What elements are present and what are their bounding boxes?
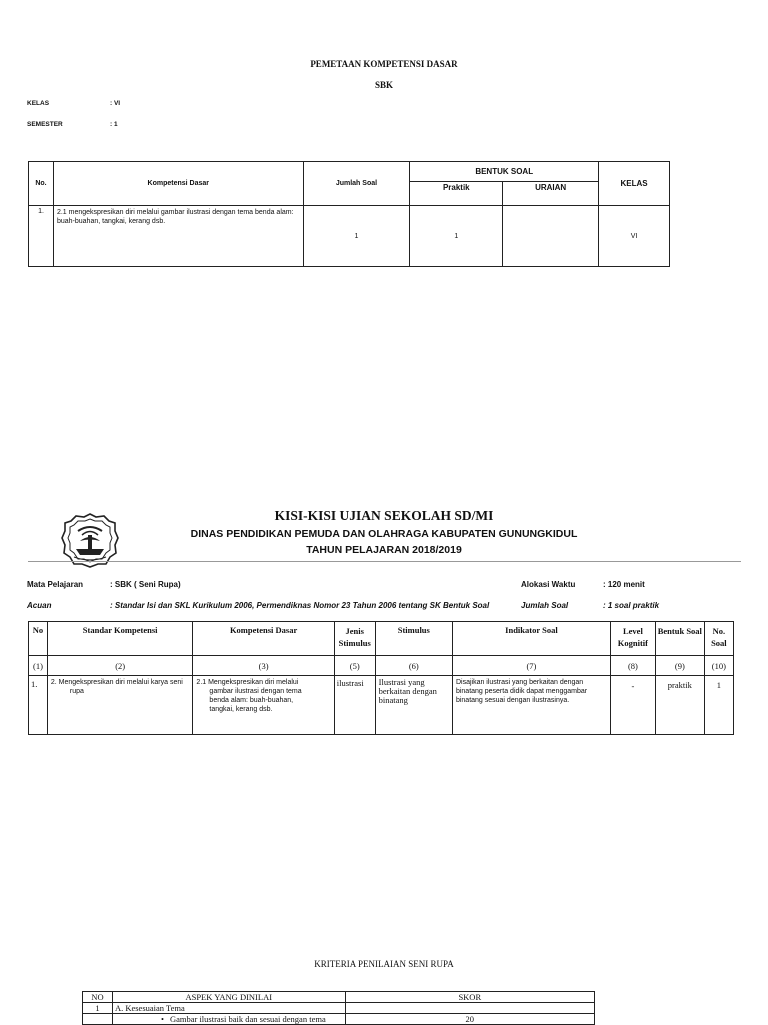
table-row bbox=[29, 206, 670, 267]
mapping-header-kd: Kompetensi Dasar bbox=[53, 162, 303, 206]
alokasi-value: : 120 menit bbox=[603, 580, 645, 589]
kisi-subtitle: DINAS PENDIDIKAN PEMUDA DAN OLAHRAGA KABUPATEN GUNUNGKIDUL bbox=[190, 528, 578, 540]
mapping-subject: SBK bbox=[374, 80, 393, 90]
kriteria-cell-skor bbox=[345, 1003, 594, 1014]
kelas-label: KELAS bbox=[27, 100, 50, 107]
kriteria-header-no: NO bbox=[83, 992, 113, 1003]
kisi-title: KISI-KISI UJIAN SEKOLAH SD/MI bbox=[274, 508, 494, 523]
kisi-table bbox=[28, 621, 734, 735]
kisi-header-stimulus: Stimulus bbox=[375, 622, 452, 656]
kisi-header-nosoal: No. Soal bbox=[704, 622, 733, 656]
mapping-header-jumlah: Jumlah Soal bbox=[303, 162, 410, 206]
kisi-code-6: (6) bbox=[375, 656, 452, 676]
mapping-header-no: No. bbox=[29, 162, 54, 206]
kriteria-title: KRITERIA PENILAIAN SENI RUPA bbox=[314, 959, 454, 969]
table-row bbox=[29, 676, 734, 735]
kisi-code-7: (7) bbox=[452, 656, 610, 676]
kisi-code-1: (1) bbox=[29, 656, 48, 676]
kisi-cell-jenis: ilustrasi bbox=[334, 676, 375, 735]
kisi-cell-level: - bbox=[610, 676, 655, 735]
kisi-cell-stimulus: Ilustrasi yang berkaitan dengan binatang bbox=[375, 676, 452, 735]
mapping-header-kelas: KELAS bbox=[599, 162, 670, 206]
header-divider bbox=[28, 561, 741, 562]
kisi-code-5: (5) bbox=[334, 656, 375, 676]
alokasi-label: Alokasi Waktu bbox=[521, 580, 576, 589]
bullet-icon: • bbox=[160, 1014, 164, 1024]
kisi-cell-bentuk: praktik bbox=[655, 676, 704, 735]
kriteria-cell-item bbox=[112, 1014, 345, 1025]
jumlah-label: Jumlah Soal bbox=[521, 601, 569, 610]
kisi-header-level: Level Kognitif bbox=[610, 622, 655, 656]
mapping-cell-uraian bbox=[503, 206, 599, 267]
semester-value: : 1 bbox=[110, 121, 118, 128]
kisi-code-8: (8) bbox=[610, 656, 655, 676]
kriteria-header-skor: SKOR bbox=[345, 992, 594, 1003]
kisi-header-jenis: Jenis Stimulus bbox=[334, 622, 375, 656]
kriteria-cell-no: 1 bbox=[83, 1003, 113, 1014]
kisi-header-bentuk: Bentuk Soal bbox=[655, 622, 704, 656]
mapping-title: PEMETAAN KOMPETENSI DASAR bbox=[310, 59, 458, 69]
kisi-cell-sk: 2. Mengekspresikan diri melalui karya seni rupa bbox=[47, 676, 193, 735]
kisi-cell-no: 1. bbox=[29, 676, 48, 735]
kisi-header-indikator: Indikator Soal bbox=[452, 622, 610, 656]
acuan-label: Acuan bbox=[27, 601, 52, 610]
mapping-header-praktik: Praktik bbox=[410, 182, 503, 206]
semester-label: SEMESTER bbox=[27, 121, 63, 128]
kisi-code-9: (9) bbox=[655, 656, 704, 676]
kisi-header-kd: Kompetensi Dasar bbox=[193, 622, 334, 656]
kriteria-table bbox=[82, 991, 595, 1025]
mapel-label: Mata Pelajaran bbox=[27, 580, 84, 589]
mapping-cell-jumlah: 1 bbox=[303, 206, 410, 267]
kriteria-header-aspek: ASPEK YANG DINILAI bbox=[112, 992, 345, 1003]
table-row bbox=[83, 1014, 595, 1025]
kisi-cell-nosoal: 1 bbox=[704, 676, 733, 735]
mapping-header-uraian: URAIAN bbox=[503, 182, 599, 206]
kriteria-cell-no-empty bbox=[83, 1014, 113, 1025]
kriteria-item-text: Gambar ilustrasi baik dan sesuai dengan tema bbox=[169, 1014, 326, 1024]
mapping-cell-kd: 2.1 mengekspresikan diri melalui gambar ilustrasi dengan tema benda alam: buah-buahan, tangkai, kerang dsb. bbox=[53, 206, 303, 267]
mapping-cell-kelas: VI bbox=[599, 206, 670, 267]
acuan-value: : Standar Isi dan SKL Kurikulum 2006, Permendiknas Nomor 23 Tahun 2006 tentang SK Bentuk Soal bbox=[110, 601, 490, 610]
kriteria-cell-aspek: A. Kesesuaian Tema bbox=[112, 1003, 345, 1014]
kisi-code-2: (2) bbox=[47, 656, 193, 676]
kriteria-cell-item-skor: 20 bbox=[345, 1014, 594, 1025]
kisi-cell-kd: 2.1 Mengekspresikan diri melalui gambar ilustrasi dengan tema benda alam: buah-buahan, tangkai, kerang dsb. bbox=[193, 676, 334, 735]
kisi-cell-indikator: Disajikan ilustrasi yang berkaitan dengan binatang peserta didik dapat menggambar binatang sesuai dengan ilustrasinya. bbox=[452, 676, 610, 735]
mapping-cell-praktik: 1 bbox=[410, 206, 503, 267]
kisi-year: TAHUN PELAJARAN 2018/2019 bbox=[306, 544, 462, 556]
kisi-header-sk: Standar Kompetensi bbox=[47, 622, 193, 656]
kisi-code-3: (3) bbox=[193, 656, 334, 676]
mapel-value: : SBK ( Seni Rupa) bbox=[110, 580, 181, 589]
jumlah-value: : 1 soal praktik bbox=[603, 601, 660, 610]
kelas-value: : VI bbox=[110, 100, 121, 107]
mapping-table bbox=[28, 161, 670, 267]
kisi-header-no: No bbox=[29, 622, 48, 656]
mapping-header-bentuk: BENTUK SOAL bbox=[410, 162, 599, 182]
table-row bbox=[83, 1003, 595, 1014]
mapping-cell-no: 1. bbox=[29, 206, 54, 267]
kisi-code-10: (10) bbox=[704, 656, 733, 676]
